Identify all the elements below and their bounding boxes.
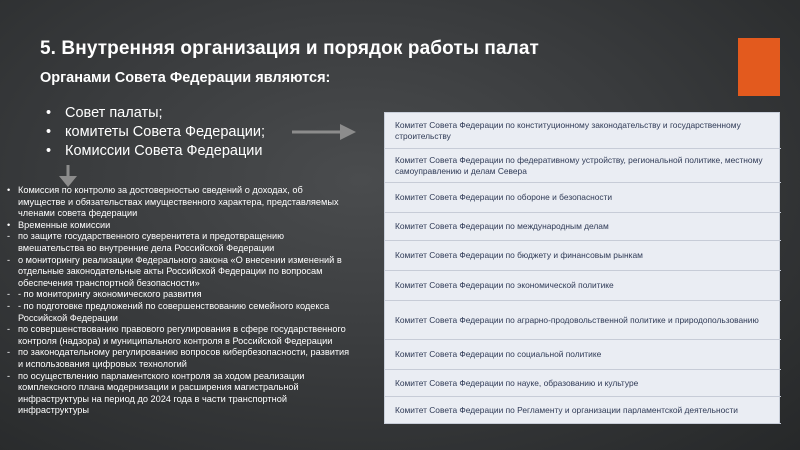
commission-text: по совершенствованию правового регулирования в сфере государственного xyxy=(18,324,346,335)
committee-name: Комитет Совета Федерации по аграрно-продовольственной политике и природопользованию xyxy=(395,314,759,325)
commission-text: и использования цифровых технологий xyxy=(18,358,187,369)
commission-text: обеспечения транспортной безопасности» xyxy=(18,277,200,288)
accent-bar xyxy=(738,38,780,96)
committee-name: Комитет Совета Федерации по федеративному устройству, региональной политике, местному самоуправлению и делам Севера xyxy=(395,155,763,176)
arrow-right-icon xyxy=(290,122,358,142)
commission-text: по защите государственного суверенитета и предотвращению xyxy=(18,231,284,242)
committee-name: Комитет Совета Федерации по Регламенту и организации парламентской деятельности xyxy=(395,404,738,415)
commission-line xyxy=(6,208,382,220)
committee-row xyxy=(385,241,781,271)
commission-marker: - xyxy=(7,289,11,300)
commission-line xyxy=(6,382,382,394)
commission-text: - по мониторингу экономического развития xyxy=(18,289,202,300)
commission-line xyxy=(6,289,382,301)
commission-line xyxy=(6,185,382,197)
commission-marker: • xyxy=(7,185,11,195)
commission-line xyxy=(6,301,382,313)
commission-marker: - xyxy=(7,300,11,311)
committee-row xyxy=(385,340,781,370)
commission-text: имуществе и обязательствах имущественного характера, представляемых xyxy=(18,196,339,207)
list-item: • комитеты Совета Федерации; xyxy=(44,123,265,142)
committee-name: Комитет Совета Федерации по конституционному законодательству и государственному строительству xyxy=(395,120,741,141)
commission-line xyxy=(6,197,382,209)
commission-line xyxy=(6,266,382,278)
list-item: • Комиссии Совета Федерации xyxy=(44,142,265,161)
committee-name: Комитет Совета Федерации по науке, образованию и культуре xyxy=(395,377,639,388)
commission-line xyxy=(6,359,382,371)
commissions-list xyxy=(6,185,382,417)
commission-marker: • xyxy=(7,219,11,230)
slide-subtitle: Органами Совета Федерации являются: xyxy=(40,70,331,86)
committees-table xyxy=(384,112,780,424)
commission-text: по осуществлению парламентского контроля за ходом реализации xyxy=(18,370,305,381)
commission-text: вмешательства во внутренние дела Российской Федерации xyxy=(18,242,275,253)
committee-name: Комитет Совета Федерации по обороне и безопасности xyxy=(395,192,613,203)
committee-row xyxy=(385,397,781,424)
commission-text: Российской Федерации xyxy=(18,312,118,323)
commission-text: о мониторингу реализации Федерального закона «О внесении изменений в xyxy=(18,254,342,265)
commission-text: членами совета федерации xyxy=(18,208,138,219)
committee-name: Комитет Совета Федерации по международным делам xyxy=(395,221,609,232)
committee-row xyxy=(385,213,781,241)
committee-row xyxy=(385,113,781,149)
commission-line xyxy=(6,243,382,255)
commission-line xyxy=(6,347,382,359)
commission-line xyxy=(6,313,382,325)
commission-line xyxy=(6,278,382,290)
commission-line xyxy=(6,255,382,267)
commission-text: Комиссия по контролю за достоверностью сведений о доходах, об xyxy=(18,185,303,195)
committee-name: Комитет Совета Федерации по социальной политике xyxy=(395,349,602,360)
commission-text: - по подготовке предложений по совершенствованию семейного кодекса xyxy=(18,300,330,311)
commission-text: Временные комиссии xyxy=(18,219,111,230)
commission-line xyxy=(6,324,382,336)
commission-marker: - xyxy=(7,231,11,242)
commission-line xyxy=(6,394,382,406)
slide-title: 5. Внутренняя организация и порядок работы палат xyxy=(40,38,539,59)
committee-row xyxy=(385,370,781,397)
commission-marker: - xyxy=(7,254,11,265)
commission-marker: - xyxy=(7,370,11,381)
commission-marker: - xyxy=(7,347,11,358)
commission-line xyxy=(6,405,382,417)
commission-line xyxy=(6,336,382,348)
commission-text: комплексного плана модернизации и расширения магистральной xyxy=(18,382,299,393)
commission-text: инфраструктуры на период до 2024 года в части транспортной xyxy=(18,393,287,404)
commission-text: инфраструктуры xyxy=(18,405,90,416)
commission-text: по законодательному регулированию вопросов кибербезопасности, развития xyxy=(18,347,350,358)
committee-name: Комитет Совета Федерации по бюджету и финансовым рынкам xyxy=(395,250,643,261)
committee-name: Комитет Совета Федерации по экономической политике xyxy=(395,280,614,291)
committee-row xyxy=(385,301,781,340)
committee-row xyxy=(385,149,781,183)
federation-council-bodies-list xyxy=(44,104,265,161)
commission-line xyxy=(6,220,382,232)
commission-text: контроля (надзора) и муниципального контроля в Российской Федерации xyxy=(18,335,333,346)
commission-text: отдельные законодательные акты Российской Федерации по вопросам xyxy=(18,266,323,277)
committee-row xyxy=(385,271,781,301)
list-item: • Совет палаты; xyxy=(44,104,265,123)
commission-line xyxy=(6,371,382,383)
committee-row xyxy=(385,183,781,213)
commission-marker: - xyxy=(7,324,11,335)
commission-line xyxy=(6,231,382,243)
